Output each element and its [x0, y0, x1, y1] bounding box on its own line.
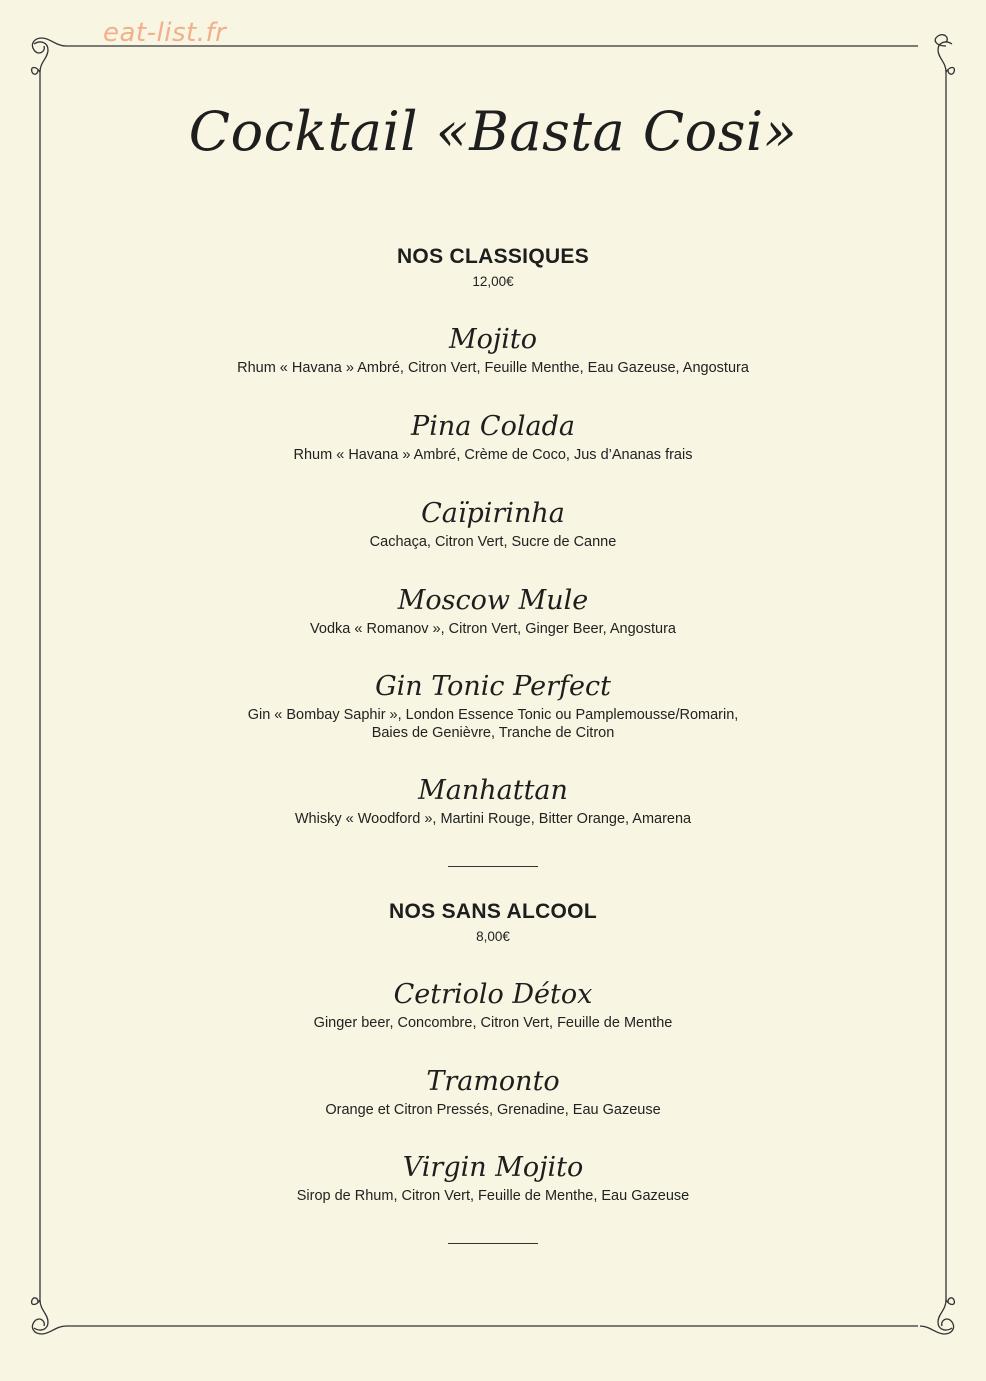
item-description: Orange et Citron Pressés, Grenadine, Eau Gazeuse	[325, 1102, 661, 1118]
item-description: Baies de Genièvre, Tranche de Citron	[371, 725, 615, 741]
item-name: Manhattan	[418, 775, 568, 806]
item-description: Rhum « Havana » Ambré, Citron Vert, Feuille Menthe, Eau Gazeuse, Angostura	[237, 360, 749, 376]
item-description: Vodka « Romanov », Citron Vert, Ginger Beer, Angostura	[310, 621, 676, 637]
item-description: Cachaça, Citron Vert, Sucre de Canne	[369, 534, 617, 550]
corner-flourish-icon	[920, 1298, 954, 1334]
corner-flourish-icon	[32, 1298, 66, 1334]
section-price-classiques: 12,00€	[472, 274, 514, 289]
item-name: Gin Tonic Perfect	[375, 671, 611, 702]
item-name: Pina Colada	[411, 411, 575, 442]
item-description: Whisky « Woodford », Martini Rouge, Bitter Orange, Amarena	[294, 811, 692, 827]
item-name: Cetriolo Détox	[393, 979, 593, 1010]
corner-flourish-icon	[935, 35, 954, 74]
menu-title: Cocktail «Basta Cosi»	[188, 100, 798, 163]
item-name: Caïpirinha	[421, 498, 565, 529]
section-title-sans-alcool: NOS SANS ALCOOL	[389, 900, 597, 923]
watermark: eat-list.fr	[103, 18, 227, 48]
item-description: Gin « Bombay Saphir », London Essence Tonic ou Pamplemousse/Romarin,	[247, 707, 739, 723]
item-description: Rhum « Havana » Ambré, Crème de Coco, Jus d’Ananas frais	[293, 447, 693, 463]
section-divider	[448, 866, 538, 867]
item-name: Tramonto	[426, 1066, 560, 1097]
item-name: Mojito	[448, 324, 537, 355]
corner-flourish-icon	[32, 38, 66, 74]
item-name: Virgin Mojito	[402, 1152, 584, 1183]
item-description: Sirop de Rhum, Citron Vert, Feuille de Menthe, Eau Gazeuse	[296, 1188, 690, 1204]
section-price-sans-alcool: 8,00€	[476, 929, 510, 944]
section-title-classiques: NOS CLASSIQUES	[396, 245, 590, 268]
section-divider	[448, 1243, 538, 1244]
item-name: Moscow Mule	[397, 585, 589, 616]
item-description: Ginger beer, Concombre, Citron Vert, Feuille de Menthe	[313, 1015, 673, 1031]
